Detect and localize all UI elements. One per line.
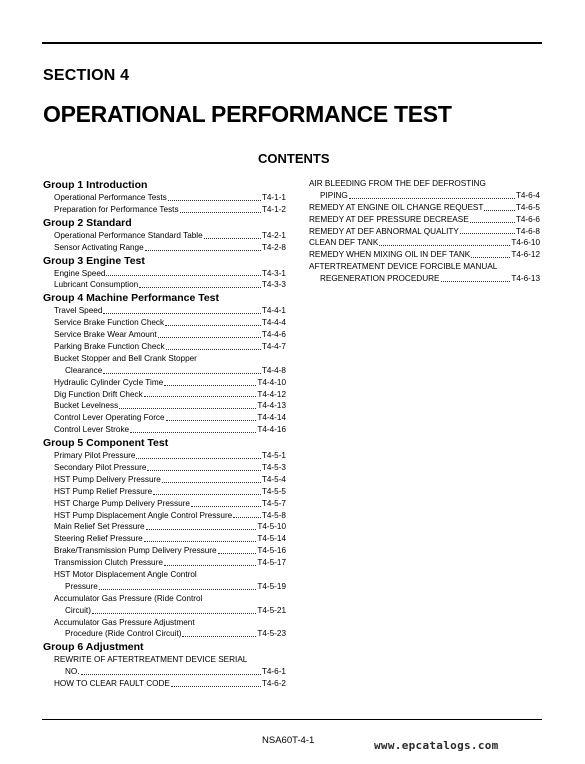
toc-entry-title: REMEDY AT DEF PRESSURE DECREASE	[309, 214, 469, 224]
toc-entry-title: CLEAN DEF TANK	[309, 238, 379, 248]
dot-leader	[153, 494, 261, 495]
toc-entry[interactable]	[43, 242, 286, 254]
dot-leader	[470, 222, 515, 223]
toc-entry[interactable]	[309, 214, 540, 226]
dot-leader	[182, 636, 256, 637]
dot-leader	[103, 313, 260, 314]
toc-right-column	[309, 178, 540, 285]
toc-entry-page: T4-5-4	[261, 474, 286, 484]
dot-leader	[168, 200, 261, 201]
toc-entry-title: HOW TO CLEAR FAULT CODE	[54, 679, 170, 689]
toc-entry[interactable]	[43, 605, 286, 617]
page-title: OPERATIONAL PERFORMANCE TEST	[43, 101, 452, 127]
toc-entry-page: T4-5-7	[261, 498, 286, 508]
toc-entry-title: Service Brake Function Check	[54, 318, 165, 328]
toc-entry[interactable]	[309, 202, 540, 214]
toc-entry-page: T4-2-8	[261, 242, 286, 252]
toc-entry-title-line1: AIR BLEEDING FROM THE DEF DEFROSTING	[309, 179, 486, 188]
toc-entry-page: T4-5-19	[257, 581, 286, 591]
dot-leader	[166, 420, 257, 421]
bottom-rule	[42, 719, 542, 720]
group-heading: Group 6 Adjustment	[43, 641, 144, 654]
dot-leader	[162, 482, 261, 483]
toc-entry-page: T4-6-13	[511, 274, 540, 284]
dot-leader	[103, 373, 261, 374]
toc-entry-title: Parking Brake Function Check	[54, 342, 165, 351]
dot-leader	[144, 541, 257, 542]
toc-entry-page: T4-2-1	[261, 230, 286, 240]
toc-entry-page: T4-4-16	[257, 425, 286, 435]
toc-entry[interactable]	[43, 462, 286, 474]
toc-entry[interactable]	[43, 412, 286, 424]
toc-entry-page: T4-5-3	[261, 463, 286, 473]
dot-leader	[99, 589, 257, 590]
toc-entry-title-line1: Accumulator Gas Pressure (Ride Control	[54, 593, 203, 603]
toc-entry-page: T4-5-1	[261, 451, 286, 461]
toc-entry-title: Procedure (Ride Control Circuit)	[65, 629, 182, 639]
dot-leader	[166, 349, 261, 350]
toc-entry-title: Main Relief Set Pressure	[54, 522, 145, 532]
dot-leader	[191, 506, 261, 507]
toc-group	[43, 254, 286, 292]
toc-entry-page: T4-4-10	[257, 377, 286, 387]
dot-leader	[165, 325, 261, 326]
toc-entry-page: T4-4-7	[261, 342, 286, 351]
toc-entry-title: PIPING	[320, 190, 348, 200]
toc-group	[43, 640, 286, 690]
toc-entry-title: Primary Pilot Pressure	[54, 451, 136, 461]
dot-leader	[349, 198, 515, 199]
toc-entry[interactable]	[309, 237, 540, 249]
dot-leader	[164, 385, 256, 386]
toc-entry-title: Pressure	[65, 581, 98, 591]
dot-leader	[130, 432, 256, 433]
dot-leader	[139, 287, 261, 288]
toc-entry-page: T4-5-16	[257, 546, 286, 556]
dot-leader	[146, 529, 257, 530]
toc-entry-page: T4-1-2	[261, 204, 286, 214]
dot-leader	[441, 281, 511, 282]
toc-entry-title-line1: REWRITE OF AFTERTREATMENT DEVICE SERIAL	[54, 655, 248, 665]
toc-entry-page: T4-4-14	[257, 413, 286, 423]
toc-entry-page: T4-5-5	[261, 486, 286, 496]
toc-entry-page: T4-5-8	[261, 510, 286, 520]
toc-entry-page: T4-5-17	[257, 558, 286, 568]
toc-entry[interactable]	[43, 581, 286, 593]
toc-entry-page: T4-6-1	[261, 667, 286, 677]
toc-group	[43, 436, 286, 640]
toc-entry-title: Service Brake Wear Amount	[54, 330, 157, 340]
toc-entry-title: Circuit)	[65, 605, 91, 615]
toc-entry-title: Operational Performance Tests	[54, 192, 167, 202]
toc-entry-title: Control Lever Operating Force	[54, 413, 165, 423]
toc-entry[interactable]	[43, 192, 286, 204]
toc-entry[interactable]	[43, 678, 286, 690]
toc-entry-page: T4-4-12	[257, 389, 286, 399]
group-heading: Group 1 Introduction	[43, 179, 148, 191]
dot-leader	[144, 396, 257, 397]
toc-entry[interactable]	[43, 450, 286, 462]
toc-entry[interactable]	[43, 533, 286, 545]
dot-leader	[460, 233, 515, 234]
toc-entry-page: T4-1-1	[261, 192, 286, 202]
toc-entry-title: Operational Performance Standard Table	[54, 230, 203, 240]
toc-entry-title: NO.	[65, 667, 80, 677]
toc-entry-title-line1: Bucket Stopper and Bell Crank Stopper	[54, 353, 197, 363]
section-label: SECTION 4	[43, 67, 130, 84]
toc-entry-page: T4-6-8	[515, 226, 540, 236]
toc-entry-title: HST Pump Delivery Pressure	[54, 474, 161, 484]
toc-entry-page: T4-5-10	[257, 522, 286, 532]
toc-entry-title: Clearance	[65, 365, 103, 375]
toc-entry[interactable]	[43, 666, 286, 678]
toc-entry[interactable]	[43, 424, 286, 436]
toc-entry-title-line1: Accumulator Gas Pressure Adjustment	[54, 617, 195, 627]
page-number: NSA60T-4-1	[262, 735, 315, 746]
toc-entry-title: Brake/Transmission Pump Delivery Pressure	[54, 546, 217, 556]
toc-entry[interactable]	[43, 230, 286, 242]
dot-leader	[145, 250, 261, 251]
toc-entry[interactable]	[43, 474, 286, 486]
toc-entry-title: REGENERATION PROCEDURE	[320, 274, 440, 284]
toc-entry[interactable]	[43, 365, 286, 377]
toc-entry[interactable]	[43, 204, 286, 216]
toc-entry-page: T4-6-12	[511, 250, 540, 260]
toc-group	[43, 291, 286, 436]
toc-entry-title: Control Lever Stroke	[54, 425, 130, 435]
toc-entry-title-line1: AFTERTREATMENT DEVICE FORCIBLE MANUAL	[309, 262, 498, 272]
group-heading: Group 3 Engine Test	[43, 254, 145, 267]
toc-entry-page: T4-5-14	[257, 534, 286, 544]
toc-entry-title: Dig Function Drift Check	[54, 389, 143, 399]
toc-entry[interactable]	[43, 521, 286, 533]
toc-entry-page: T4-6-4	[515, 190, 540, 200]
dot-leader	[218, 553, 257, 554]
toc-entry[interactable]	[43, 629, 286, 641]
dot-leader	[204, 238, 261, 239]
toc-entry[interactable]	[43, 317, 286, 329]
toc-entry-page: T4-5-23	[257, 629, 286, 639]
toc-entry-title: Engine Speed	[54, 268, 106, 278]
dot-leader	[471, 257, 510, 258]
toc-entry[interactable]	[43, 279, 286, 291]
toc-entry[interactable]	[43, 268, 286, 280]
dot-leader	[164, 565, 256, 566]
toc-entry-title: Sensor Activating Range	[54, 242, 144, 252]
toc-entry[interactable]	[43, 400, 286, 412]
toc-entry-page: T4-6-5	[515, 202, 540, 212]
toc-entry[interactable]	[43, 557, 286, 569]
toc-entry-title: Hydraulic Cylinder Cycle Time	[54, 377, 164, 387]
toc-entry[interactable]	[43, 305, 286, 317]
toc-entry[interactable]	[43, 329, 286, 341]
toc-entry-title: HST Pump Displacement Angle Control Pressure	[54, 510, 233, 520]
toc-entry-page: T4-4-13	[257, 401, 286, 411]
dot-leader	[147, 470, 260, 471]
toc-entry[interactable]	[309, 273, 540, 285]
dot-leader	[171, 686, 261, 687]
toc-entry[interactable]	[43, 498, 286, 510]
dot-leader	[158, 337, 261, 338]
toc-entry-page: T4-6-2	[261, 679, 286, 689]
toc-entry[interactable]	[43, 341, 286, 353]
toc-entry-page: T4-4-6	[261, 330, 286, 340]
toc-entry-title: Travel Speed	[54, 306, 103, 316]
toc-entry-title: Transmission Clutch Pressure	[54, 558, 163, 568]
toc-entry-page: T4-4-4	[261, 318, 286, 328]
toc-entry[interactable]	[309, 249, 540, 261]
group-heading: Group 2 Standard	[43, 216, 132, 229]
toc-entry-title: REMEDY WHEN MIXING OIL IN DEF TANK	[309, 250, 471, 260]
toc-left-column	[43, 178, 286, 690]
dot-leader	[92, 613, 256, 614]
toc-entry-title: Lubricant Consumption	[54, 280, 139, 290]
contents-heading: CONTENTS	[258, 151, 330, 166]
toc-entry[interactable]	[43, 377, 286, 389]
toc-entry-title: Secondary Pilot Pressure	[54, 463, 147, 473]
toc-entry-page: T4-3-3	[261, 280, 286, 290]
group-heading: Group 4 Machine Performance Test	[43, 292, 220, 305]
toc-entry-title: REMEDY AT DEF ABNORMAL QUALITY	[309, 226, 459, 236]
toc-entry-title: Preparation for Performance Tests	[54, 204, 179, 214]
toc-group	[43, 178, 286, 216]
toc-group	[43, 216, 286, 254]
toc-entry-page: T4-6-6	[515, 214, 540, 224]
toc-entry[interactable]	[43, 510, 286, 522]
toc-entry-title: Steering Relief Pressure	[54, 534, 143, 544]
toc-entry-page: T4-6-10	[511, 238, 540, 248]
toc-entry-page: T4-4-1	[261, 306, 286, 316]
toc-entry[interactable]	[309, 226, 540, 238]
toc-entry-title-line1: HST Motor Displacement Angle Control	[54, 570, 197, 580]
toc-entry-page: T4-3-1	[261, 268, 286, 278]
dot-leader	[136, 458, 260, 459]
dot-leader	[180, 212, 261, 213]
top-rule	[42, 42, 542, 44]
toc-entry-title: HST Charge Pump Delivery Pressure	[54, 498, 190, 508]
toc-entry-title: REMEDY AT ENGINE OIL CHANGE REQUEST	[309, 202, 484, 212]
dot-leader	[233, 517, 261, 518]
toc-entry-page: T4-5-21	[257, 605, 286, 615]
toc-entry[interactable]	[43, 486, 286, 498]
toc-entry-page: T4-4-8	[261, 365, 286, 375]
dot-leader	[379, 245, 510, 246]
group-heading: Group 5 Component Test	[43, 437, 169, 450]
toc-entry[interactable]	[43, 389, 286, 401]
watermark: www.epcatalogs.com	[374, 739, 499, 752]
dot-leader	[106, 275, 260, 276]
dot-leader	[119, 408, 256, 409]
toc-entry[interactable]	[309, 190, 540, 202]
toc-entry[interactable]	[43, 545, 286, 557]
toc-entry-title: HST Pump Relief Pressure	[54, 486, 153, 496]
dot-leader	[81, 674, 261, 675]
toc-entry-title: Bucket Levelness	[54, 401, 119, 411]
dot-leader	[484, 210, 514, 211]
